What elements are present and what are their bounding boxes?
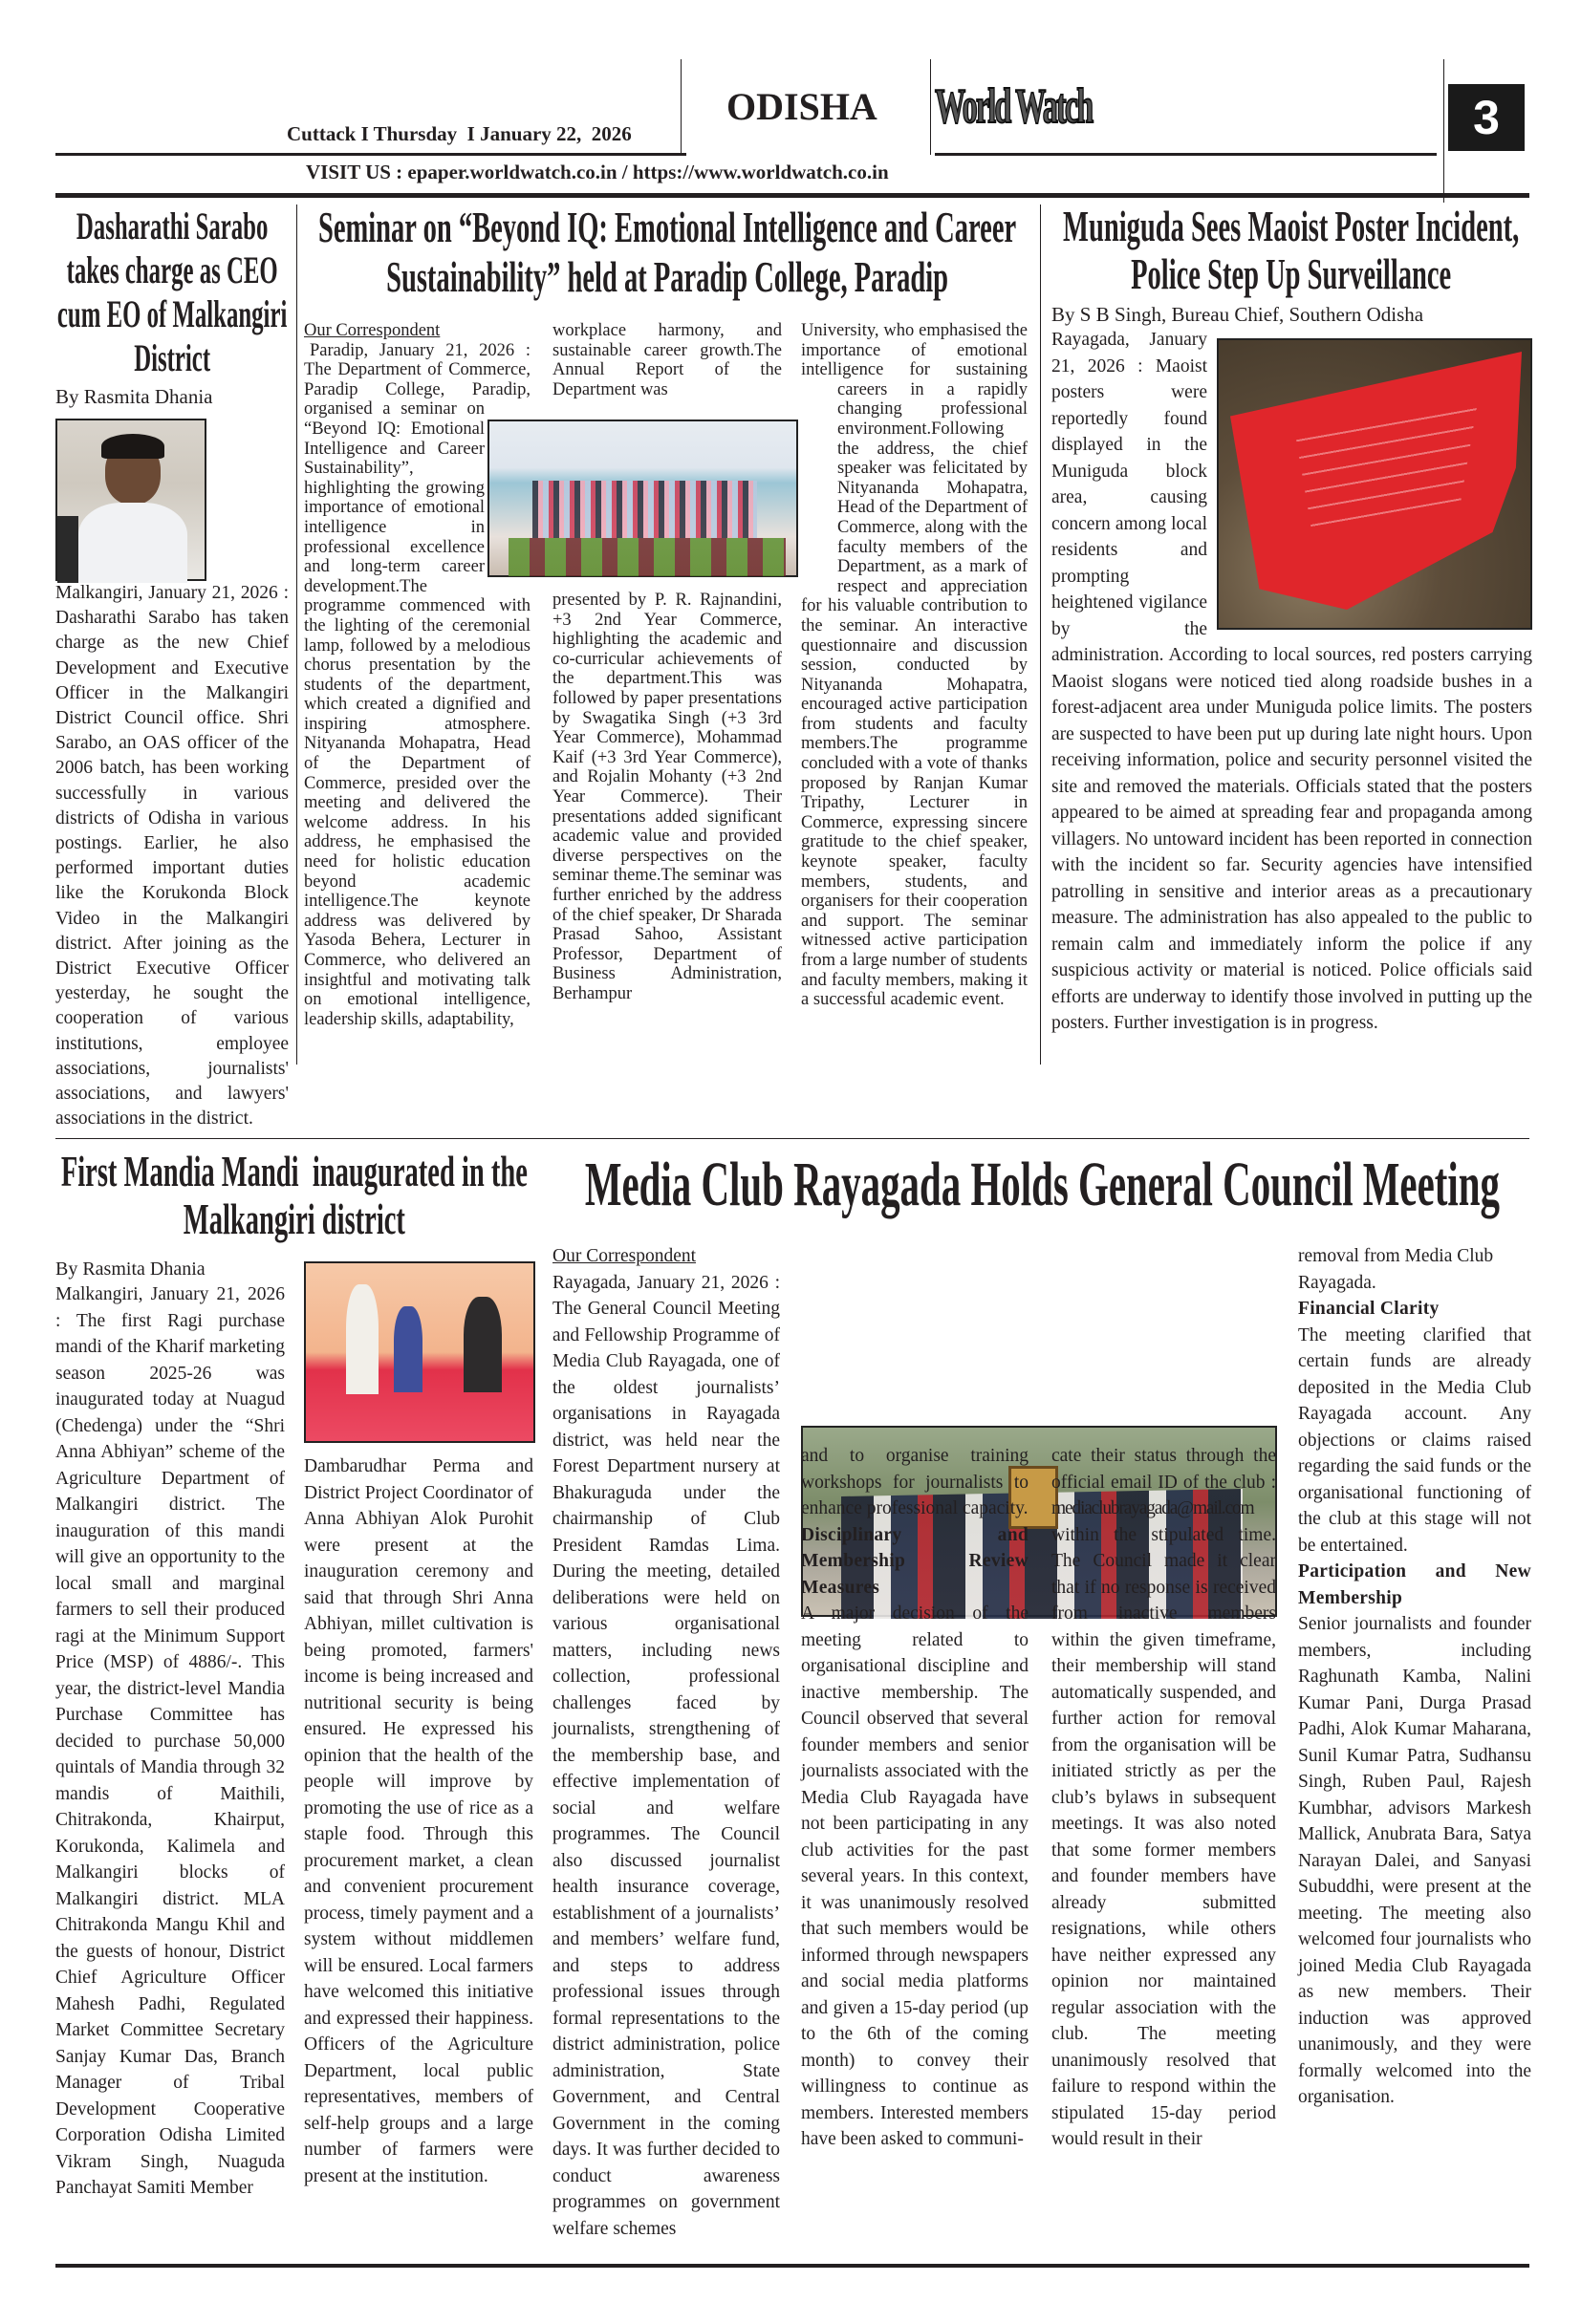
seminar-byline: Our Correspondent xyxy=(304,321,441,340)
masthead-divider xyxy=(681,59,682,155)
mediaclub-col-1: Our Correspondent Rayagada, January 21, 2026 : The General Council Meeting and Fellowship Programme of Media Club Rayagada, one of the oldest journalists’ organisations in Rayagada district, was held near the Forest Department nursery at Bhakuraguda under the chairmanship of Club President Ramdas Lima. During the meeting, detailed deliberations were held on various organisational matters, including news collection, professional challenges faced by journalists, strengthening of the membership base, and effective implementation of social and welfare programmes. The Council also discussed journalist health insurance coverage, establishment of a journalists’ and members’ welfare fund, and steps to address professional issues through formal representations to the district administration, police administration, State Government, and Central Government in the coming days. It was further decided to conduct awareness programmes on government welfare schemes xyxy=(552,1243,780,2242)
ceo-article xyxy=(55,204,289,1131)
mandi-col-1: Malkangiri, January 21, 2026 : The first Ragi purchase mandi of the Kharif marketing season 2025-26 was inaugurated today at Nuagud (Chedenga) under the “Shri Anna Abhiyan” scheme of the Agriculture Department of Malkangiri district. The inauguration of this mandi will give an opportunity to the local small and marginal farmers to sell their produced ragi at the Minimum Support Price (MSP) of 4886/-. This year, the district-level Mandia Purchase Committee has decided to purchase 50,000 quintals of Mandia through 32 mandis of Maithili, Chitrakonda, Khairput, Korukonda, Kalimela and Malkangiri blocks of Malkangiri district. MLA Chitrakonda Mangu Khil and the guests of honour, District Chief Agriculture Officer Mahesh Padhi, Regulated Market Committee Secretary Sanjay Kumar Das, Branch Manager of Tribal Development Cooperative Corporation Odisha Limited Vikram Singh, Nuaguda Panchayat Samiti Member xyxy=(55,1284,285,2198)
ceo-byline: By Rasmita Dhania xyxy=(55,385,213,408)
seminar-col-2a: workplace harmony, and sustainable career growth.The Annual Report of the Department was xyxy=(552,321,782,399)
mandi-headline: First Mandia Mandi inaugurated in the Malkangiri district xyxy=(60,1147,535,1243)
section-title: ODISHA xyxy=(726,85,877,128)
seminar-col-3: University, who emphasised the importance of emotional intelligence for sustaining careers in a rapidly changing professional environment.Following the address, the chief speaker was felicitated by Nityananda Mohapatra, Head of the Department of Commerce, along with the faculty members of the Department, as a mark of respect and appreciation for his valuable contribution to the seminar. An interactive questionnaire and discussion session, conducted by Nityananda Mohapatra, encouraged active participation from students and faculty members.The programme concluded with a vote of thanks proposed by Ranjan Kumar Tripathy, Lecturer in Commerce, expressing sincere gratitude to the chief speaker, keynote speaker, faculty members, students, and organisers for their cooperation and support. The seminar witnessed active participation from a large number of students and faculty members, making it a successful academic event. xyxy=(801,321,1028,1010)
seminar-article xyxy=(304,203,1030,1057)
mandi-byline: By Rasmita Dhania xyxy=(55,1259,206,1280)
mandi-col-2: Dambarudhar Perma and District Project Coordinator of Anna Abhiyan Alok Purohit were present at the inauguration ceremony and said that through Shri Anna Abhiyan, millet cultivation is being promoted, farmers' income is being increased and nutritional security is being ensured. He expressed his opinion that the health of the people will improve by promoting the use of rice as a staple food. Through this procurement market, a clean and convenient procurement process, timely payment and a system without middlemen will be ensured. Local farmers have welcomed this initiative and expressed their happiness. Officers of the Agriculture Department, local public representatives, members of self-help groups and a large number of farmers were present at the institution. xyxy=(304,1456,533,2186)
subhead-financial: Financial Clarity xyxy=(1298,1299,1440,1319)
seminar-col-2b: presented by P. R. Rajnandini, +3 2nd Year Commerce, highlighting the academic and co-curricular achievements of the department.This was followed by paper presentations by Swagatika Singh (+3 3rd Year Commerce), Mohammad Kaif (+3 3rd Year Commerce), and Rojalin Mohanty (+3 2nd Year Commerce). Their presentations added significant academic value and provided diverse perspectives on the seminar theme.The seminar was further enriched by the address of the chief speaker, Dr Sharada Prasad Sahoo, Assistant Professor, Department of Business Administration, Berhampur xyxy=(552,591,782,1003)
visit-us-line: VISIT US : epaper.worldwatch.co.in / https://www.worldwatch.co.in xyxy=(306,161,889,183)
page-bottom-rule xyxy=(55,2264,1529,2268)
masthead-bottom-rule xyxy=(55,193,1529,198)
mediaclub-col-4: removal from Media Club Rayagada. Financial Clarity The meeting clarified that certain funds are already deposited in the Media Club Rayagada account. Any objections or claims raised regarding the said funds or the organisational functioning of the club at this stage will not be entertained. Participation and New Membership Senior journalists and founder members, including Raghunath Kamba, Nalini Kumar Pani, Durga Prasad Padhi, Alok Kumar Maharana, Sunil Kumar Patra, Sudhansu Singh, Ruben Paul, Rajesh Kumbhar, advisors Markesh Mallick, Anubrata Bara, Satya Narayan Dalei, and Sanyasi Subuddhi, were present at the meeting. The meeting also welcomed four journalists who joined Media Club Rayagada as new members. Their induction was approved unanimously, and they were formally welcomed into the organisation. xyxy=(1298,1246,1531,2107)
seminar-headline: Seminar on “Beyond IQ: Emotional Intelligence and Career Sustainability” held at Paradip College, Paradip xyxy=(317,203,1017,301)
section-divider xyxy=(55,1138,1529,1139)
seminar-group-photo xyxy=(487,420,798,577)
mediaclub-col-3: cate their status through the official email ID of the club : mediaclubrayagada@mail.com within the stipulated time. The Council made it clear that if no response is received from inactive members within the given timeframe, their membership will stand automatically suspended, and further action for removal from the organisation will be initiated strictly as per the club’s bylaws in subsequent meetings. It was also noted that some former members and founder members have already submitted resignations, while others have neither expressed any opinion nor maintained regular association with the club. The meeting unanimously resolved that failure to respond within the stipulated 15-day period would result in their xyxy=(1051,1446,1276,2149)
mediaclub-col-2: and to organise training workshops for journalists to enhance professional capacity. Disciplinary and Membership Review Measures A major decision of the meeting related to organisational discipline and inactive membership. The Council observed that several founder members and senior journalists associated with the Media Club Rayagada have not been participating in any club activities for the past several years. In this context, it was unanimously resolved that such members would be informed through newspapers and social media platforms and given a 15-day period (up to the 6th of the coming month) to convey their willingness to continue as members. Interested members have been asked to communi- xyxy=(801,1446,1029,2149)
maoist-headline: Muniguda Sees Maoist Poster Incident, Police Step Up Surveillance xyxy=(1063,202,1520,298)
page-number: 3 xyxy=(1473,91,1500,144)
mediaclub-headline: Media Club Rayagada Holds General Council Meeting xyxy=(584,1150,1500,1219)
ceo-portrait-photo xyxy=(55,419,206,581)
seminar-col-1: Our Correspondent Paradip, January 21, 2026 : The Department of Commerce, Paradip College, Paradip, organised a seminar on “Beyond IQ: Emotional Intelligence and Career Sustainability”, highlighting the growing importance of emotional intelligence in professional excellence and long-term career development.The programme commenced with the lighting of the ceremonial lamp, followed by a melodious chorus presentation by the students of the department, which created a dignified and inspiring atmosphere. Nityananda Mohapatra, Head of the Department of Commerce, presided over the meeting and delivered the welcome address. In his address, he emphasised the need for holistic education beyond academic intelligence.The keynote address was delivered by Yasoda Behera, Lecturer in Commerce, who delivered an insightful and motivating talk on emotional intelligence, leadership skills, adaptability, xyxy=(304,321,531,1029)
mediaclub-email: mediaclubrayagada@mail.com xyxy=(1051,1498,1254,1518)
bottom-section xyxy=(0,1138,1581,2324)
maoist-byline: By S B Singh, Bureau Chief, Southern Odisha xyxy=(1051,303,1424,326)
masthead-divider xyxy=(930,59,931,155)
ceo-body: Malkangiri, January 21, 2026 : Dasharathi Sarabo has taken charge as the new Chief Development and Executive Officer in the Malkangiri District Council office. Shri Sarabo, an OAS officer of the 2006 batch, has been working successfully in various districts of Odisha in various postings. Earlier, he also performed important duties like the Korukonda Block Video in the Malkangiri district. After joining as the District Executive Officer yesterday, he sought the cooperation of various institutions, employee associations, journalists' associations, and lawyers' associations in the district. xyxy=(55,413,289,1131)
ceo-headline: Dasharathi Sarabo takes charge as CEO cum EO of Malkangiri District xyxy=(56,204,288,379)
page-number-box xyxy=(1448,84,1525,151)
column-divider xyxy=(296,204,297,1065)
masthead-divider xyxy=(1443,59,1444,203)
mandi-inauguration-photo xyxy=(304,1261,535,1443)
subhead-participation: Participation and New Membership xyxy=(1298,1561,1531,1608)
mediaclub-byline: Our Correspondent xyxy=(552,1246,697,1266)
dateline: Cuttack I Thursday I January 22, 2026 xyxy=(287,122,632,145)
world-watch-logo xyxy=(935,78,1116,155)
maoist-poster-photo xyxy=(1217,338,1532,630)
subhead-disciplinary: Disciplinary and Membership Review Measures xyxy=(801,1524,1029,1598)
maoist-body: Rayagada, January 21, 2026 : Maoist posters were reportedly found displayed in the Muniguda block area, causing concern among local residents and prompting heightened vigilance by the administration. According to local sources, red posters carrying Maoist slogans were noticed tied along roadside bushes in a forest-adjacent area under Muniguda police limits. The posters are suspected to have been put up during late night hours. Upon receiving information, police and security personnel visited the site and removed the materials. Officials stated that the posters appeared to be aimed at spreading fear and propaganda among villagers. No untoward incident has been reported in connection with the incident so far. Security agencies have intensified patrolling in sensitive and interior areas as a precautionary measure. The administration has also appealed to the public to remain calm and immediately inform the police if any suspicious activity or material is noticed. Police officials said efforts are underway to identify those involved in putting up the posters. Further investigation is in progress. xyxy=(1051,330,1532,1033)
masthead-rule xyxy=(55,153,686,156)
maoist-article xyxy=(1050,203,1532,1037)
masthead-rule xyxy=(935,153,1437,156)
logo-text: World Watch xyxy=(935,79,1093,134)
column-divider xyxy=(1040,204,1041,1065)
seminar-columns xyxy=(304,321,1030,1057)
